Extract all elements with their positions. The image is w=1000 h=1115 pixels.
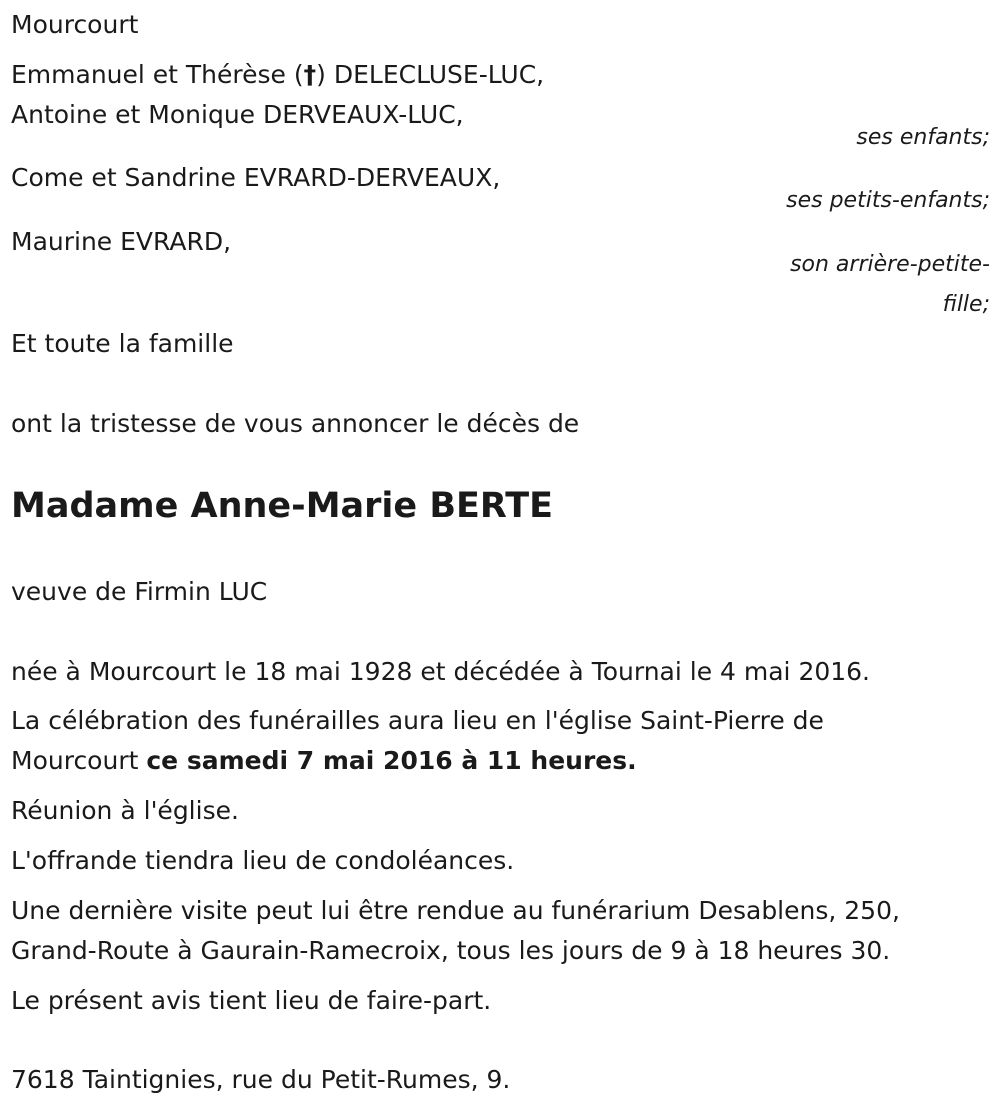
grandchildren-role: ses petits-enfants; [786,188,990,213]
funeral-place: Mourcourt [11,746,147,775]
notice: Le présent avis tient lieu de faire-part. [11,986,492,1015]
address: 7618 Taintignies, rue du Petit-Rumes, 9. [11,1065,511,1094]
great-grandchildren-role-1: son arrière-petite- [790,252,990,277]
children-line-1-start: Emmanuel et Thérèse ( [11,60,304,89]
visit-line-2: Grand-Route à Gaurain-Ramecroix, tous les jours de 9 à 18 heures 30. [11,936,891,965]
widow-of: veuve de Firmin LUC [11,577,268,606]
offering: L'offrande tiendra lieu de condoléances. [11,846,515,875]
announcement: ont la tristesse de vous annoncer le décès de [11,409,580,438]
funeral-line-1: La célébration des funérailles aura lieu en l'église Saint-Pierre de [11,706,824,735]
children-line-1-end: ) DELECLUSE-LUC, [316,60,545,89]
deceased-name: Madame Anne-Marie BERTE [11,486,554,526]
family-line: Et toute la famille [11,329,234,358]
funeral-datetime: ce samedi 7 mai 2016 à 11 heures. [146,746,637,775]
children-line-1 [11,55,544,95]
deceased-cross-icon: † [303,60,317,89]
meeting: Réunion à l'église. [11,796,239,825]
grandchildren-line: Come et Sandrine EVRARD-DERVEAUX, [11,163,501,192]
children-line-2: Antoine et Monique DERVEAUX-LUC, [11,100,464,129]
visit-line-1: Une dernière visite peut lui être rendue au funérarium Desablens, 250, [11,896,900,925]
funeral-line-2 [11,741,637,781]
village-name: Mourcourt [11,10,139,39]
birth-death: née à Mourcourt le 18 mai 1928 et décédée à Tournai le 4 mai 2016. [11,657,871,686]
great-grandchildren-line: Maurine EVRARD, [11,227,232,256]
great-grandchildren-role-2: fille; [942,292,990,317]
children-role: ses enfants; [856,125,990,150]
